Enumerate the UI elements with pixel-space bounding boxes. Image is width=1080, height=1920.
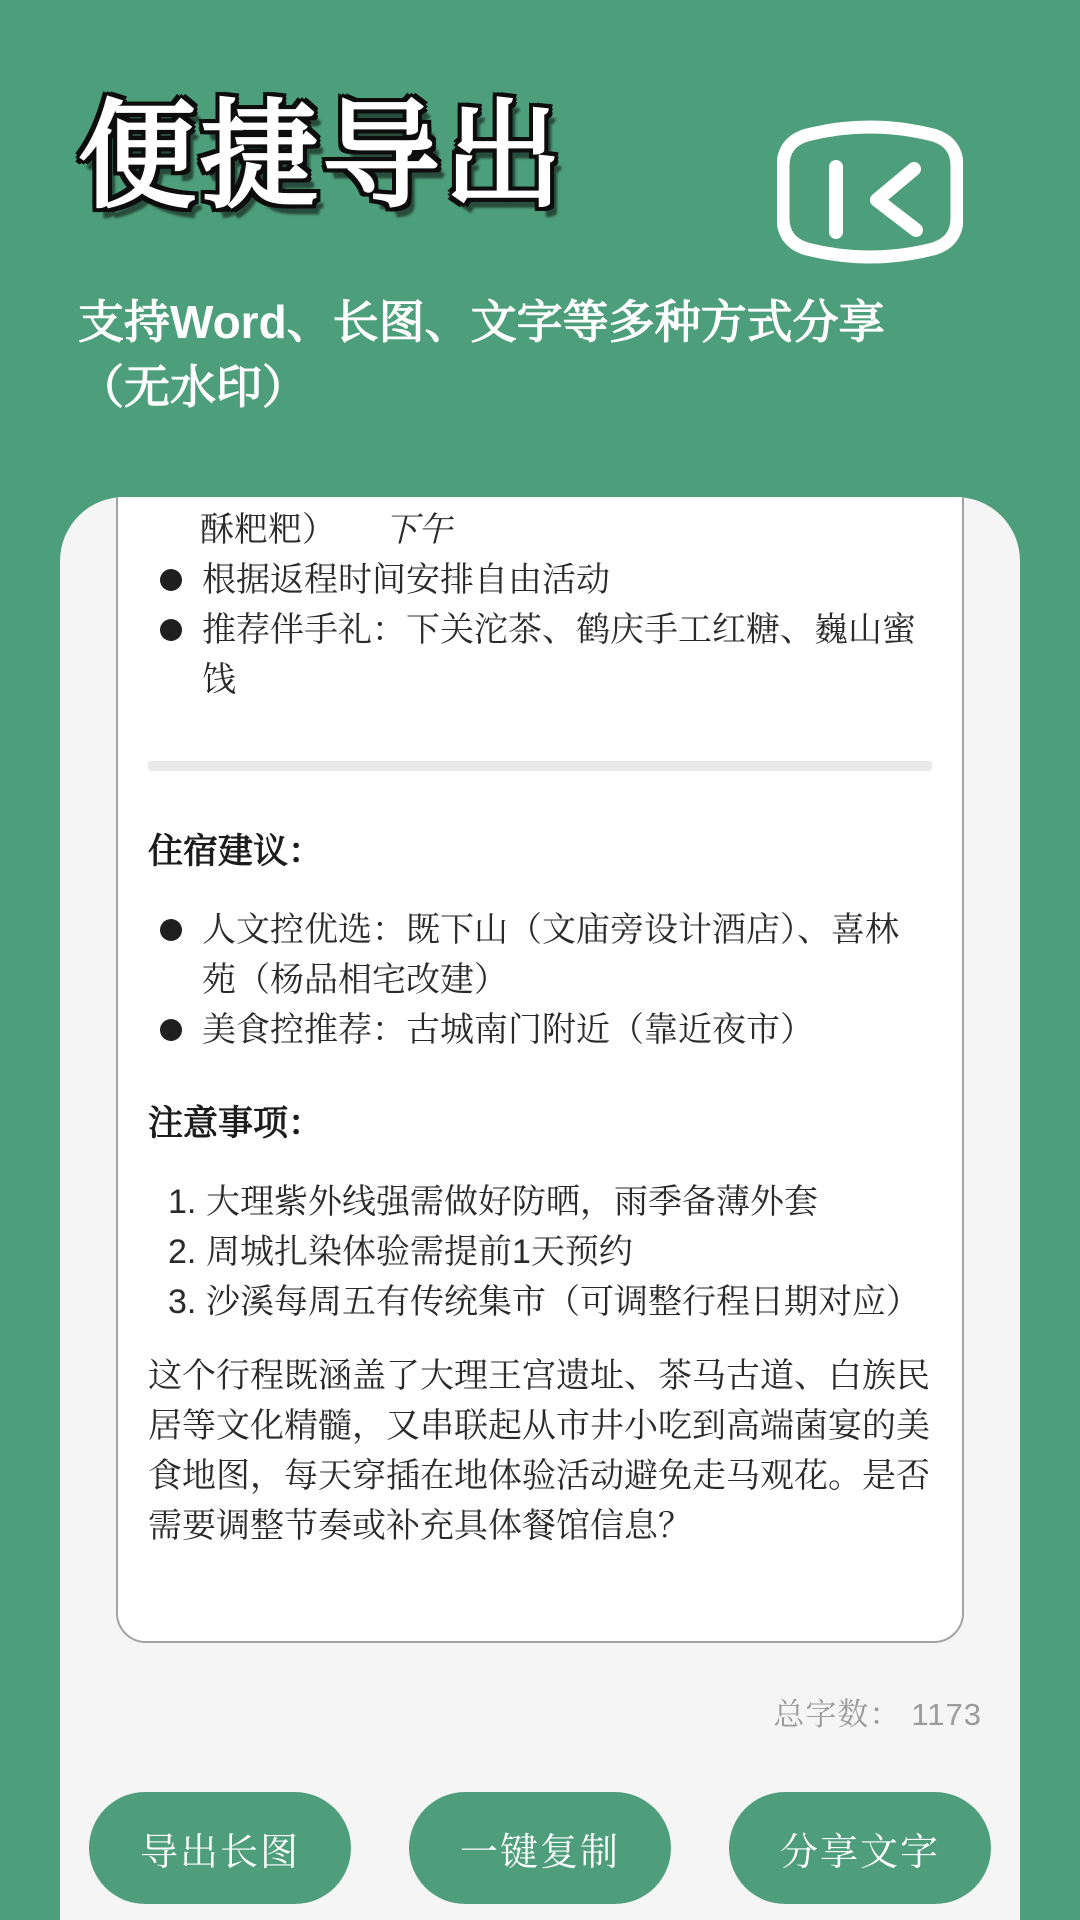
list-item: 大理紫外线强需做好防晒，雨季备薄外套 [206, 1183, 818, 1221]
page-title: 便捷导出 [78, 91, 567, 223]
export-long-image-button[interactable]: 导出长图 [89, 1792, 351, 1904]
page-subtitle: 支持Word、长图、文字等多种方式分享（无水印） [78, 296, 885, 414]
action-button-row [89, 1792, 991, 1904]
bullet-list-itinerary [148, 555, 932, 705]
list-item: 美食控推荐：古城南门附近（靠近夜市） [202, 1005, 932, 1055]
section-divider [148, 761, 932, 771]
list-item: 推荐伴手礼：下关沱茶、鹤庆手工红糖、巍山蜜饯 [202, 605, 932, 705]
section-heading-lodging: 住宿建议： [148, 832, 324, 871]
clipped-text-line: 酥粑粑） 下午 [200, 511, 452, 549]
list-item: 人文控优选：既下山（文庙旁设计酒店）、喜林苑（杨品相宅改建） [202, 905, 932, 1005]
word-count [773, 1689, 982, 1734]
list-item: 沙溪每周五有传统集市（可调整行程日期对应） [206, 1283, 920, 1321]
list-item: 根据返程时间安排自由活动 [202, 555, 932, 605]
kimi-logo-icon [777, 116, 963, 268]
closing-paragraph: 这个行程既涵盖了大理王宫遗址、茶马古道、白族民居等文化精髓，又串联起从市井小吃到高端菌宴的美食地图，每天穿插在地体验活动避免走马观花。是否需要调整节奏或补充具体餐馆信息？ [148, 1357, 930, 1545]
section-heading-notes: 注意事项： [148, 1104, 324, 1143]
emphasized-text: 下午 [384, 511, 452, 549]
one-click-copy-button[interactable]: 一键复制 [409, 1792, 671, 1904]
share-text-button[interactable]: 分享文字 [729, 1792, 991, 1904]
word-count-label: 总字数： [773, 1697, 902, 1732]
chat-content-preview[interactable] [116, 497, 964, 1643]
export-preview-card [60, 497, 1020, 1920]
word-count-value: 1173 [911, 1697, 982, 1732]
bullet-list-lodging [148, 905, 932, 1055]
list-item: 周城扎染体验需提前1天预约 [206, 1233, 633, 1271]
numbered-list-notes [148, 1177, 932, 1327]
